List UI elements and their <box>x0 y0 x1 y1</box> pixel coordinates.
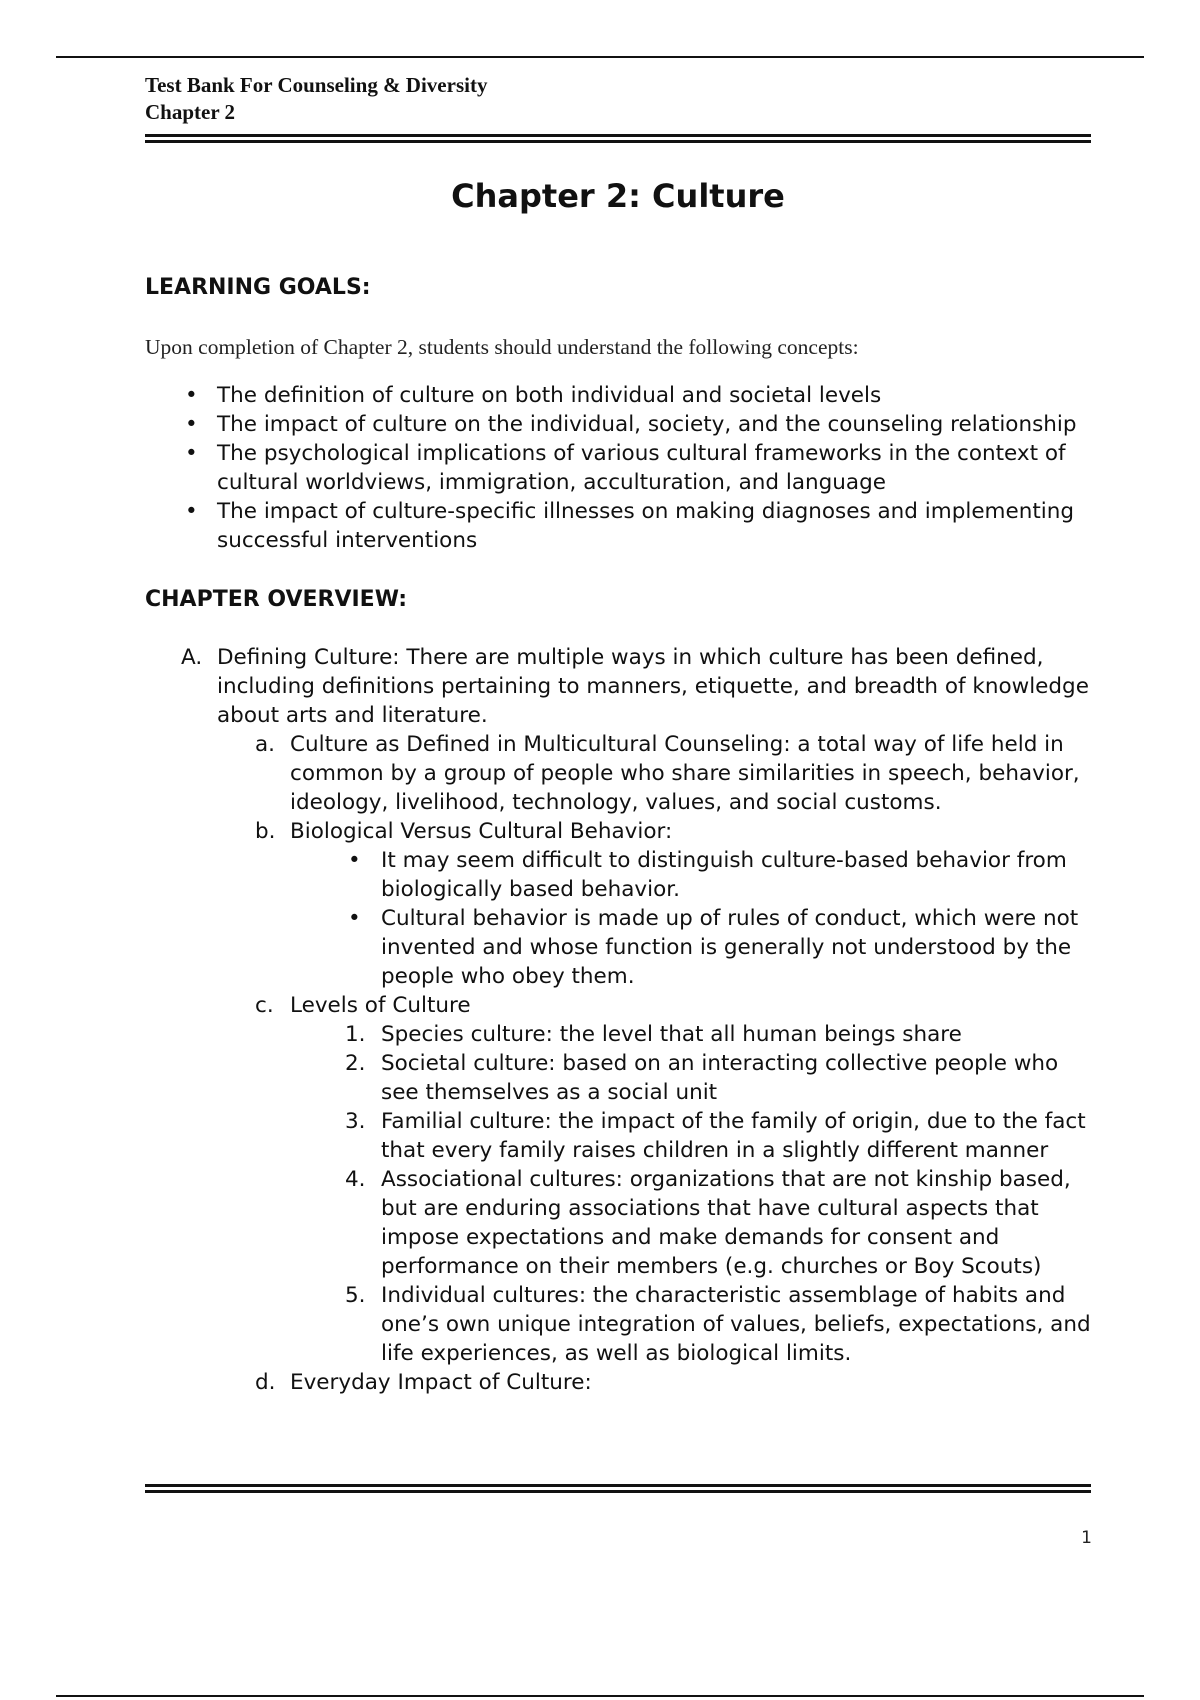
outline-text: Culture as Defined in Multicultural Counseling: a total way of life held in common by a group of people who share similarities in speech, behavior, ideology, livelihood, technology, values, and social customs. <box>290 732 1080 815</box>
page-top-rule <box>56 56 1144 58</box>
list-item <box>145 1049 1091 1107</box>
outline-subitem-a <box>145 730 1091 817</box>
outline-subitem-c <box>145 991 1091 1020</box>
list-item-text: Societal culture: based on an interacting collective people who see themselves as a social unit <box>381 1051 1059 1105</box>
list-number: 4. <box>345 1167 366 1192</box>
outline-marker: d. <box>255 1370 276 1395</box>
outline-subitem-b <box>145 817 1091 846</box>
list-number: 3. <box>345 1109 366 1134</box>
page-number: 1 <box>1081 1528 1092 1548</box>
list-item <box>145 846 1091 904</box>
outline-marker: c. <box>255 993 274 1018</box>
list-item-text: Familial culture: the impact of the family of origin, due to the fact that every family raises children in a slightly different manner <box>381 1109 1086 1163</box>
outline-subitem-d <box>145 1368 1091 1397</box>
footer-double-rule <box>145 1484 1091 1493</box>
outline-marker: a. <box>255 732 276 757</box>
running-header <box>145 72 1091 126</box>
bullet-icon: • <box>185 412 198 437</box>
bullet-icon: • <box>185 383 198 408</box>
chapter-overview-heading: CHAPTER OVERVIEW: <box>145 587 408 612</box>
bullet-icon: • <box>348 848 361 873</box>
list-item <box>145 439 1091 497</box>
list-number: 5. <box>345 1283 366 1308</box>
chapter-title: Chapter 2: Culture <box>451 177 785 215</box>
learning-goals-list <box>145 381 1091 555</box>
list-item-text: The definition of culture on both individual and societal levels <box>217 383 882 408</box>
outline-marker: b. <box>255 819 276 844</box>
learning-goals-heading: LEARNING GOALS: <box>145 275 371 300</box>
outline-text: Levels of Culture <box>290 993 471 1018</box>
list-item <box>145 497 1091 555</box>
list-number: 2. <box>345 1051 366 1076</box>
list-number: 1. <box>345 1022 366 1047</box>
header-book-title: Test Bank For Counseling & Diversity <box>145 73 488 97</box>
outline-text: Everyday Impact of Culture: <box>290 1370 592 1395</box>
document-page <box>145 72 1091 1397</box>
list-item <box>145 1020 1091 1049</box>
list-item-text: Individual cultures: the characteristic assemblage of habits and one’s own unique integration of values, beliefs, expectations, and life experiences, as well as biological limits. <box>381 1283 1091 1366</box>
list-item-text: Species culture: the level that all human beings share <box>381 1022 962 1047</box>
header-chapter: Chapter 2 <box>145 100 236 124</box>
list-item <box>145 410 1091 439</box>
list-item-text: It may seem difficult to distinguish culture-based behavior from biologically based behavior. <box>381 848 1067 902</box>
list-item <box>145 381 1091 410</box>
outline-item-a <box>145 643 1091 730</box>
outline-text: Biological Versus Cultural Behavior: <box>290 819 673 844</box>
bullet-icon: • <box>185 441 198 466</box>
list-item-text: The impact of culture on the individual, society, and the counseling relationship <box>217 412 1077 437</box>
bullet-icon: • <box>185 499 198 524</box>
list-item-text: The psychological implications of various cultural frameworks in the context of cultural worldviews, immigration, acculturation, and language <box>217 441 1066 495</box>
list-item <box>145 1281 1091 1368</box>
list-item-text: Cultural behavior is made up of rules of conduct, which were not invented and whose function is generally not understood by the people who obey them. <box>381 906 1079 989</box>
learning-goals-intro: Upon completion of Chapter 2, students should understand the following concepts: <box>145 335 859 359</box>
outline-marker: A. <box>181 645 203 670</box>
list-item <box>145 1107 1091 1165</box>
list-item-text: The impact of culture-specific illnesses on making diagnoses and implementing successful interventions <box>217 499 1075 553</box>
header-double-rule <box>145 134 1091 143</box>
chapter-outline <box>145 643 1091 1397</box>
list-item-text: Associational cultures: organizations that are not kinship based, but are enduring associations that have cultural aspects that impose expectations and make demands for consent and performance on their members (e.g. churches or Boy Scouts) <box>381 1167 1071 1279</box>
page-bottom-rule <box>56 1695 1144 1697</box>
list-item <box>145 904 1091 991</box>
outline-text: Defining Culture: There are multiple ways in which culture has been defined, including definitions pertaining to manners, etiquette, and breadth of knowledge about arts and literature. <box>217 645 1089 728</box>
bullet-icon: • <box>348 906 361 931</box>
list-item <box>145 1165 1091 1281</box>
